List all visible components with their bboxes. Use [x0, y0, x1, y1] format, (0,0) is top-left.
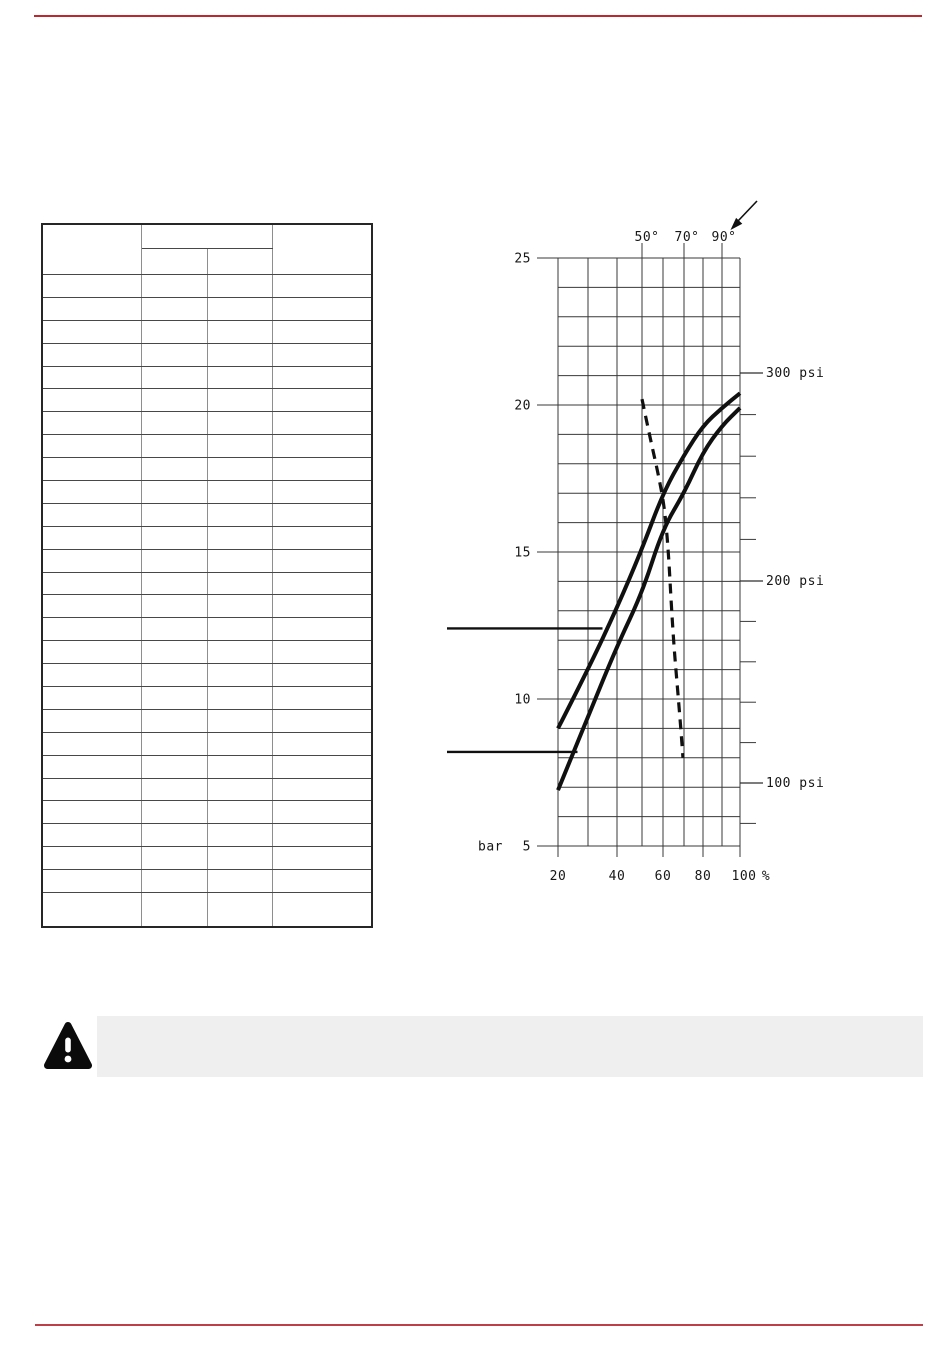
table-row	[42, 343, 372, 366]
header-cell-sub-left	[141, 249, 207, 275]
table-cell	[272, 618, 372, 641]
table-cell	[207, 366, 272, 389]
table-cell	[42, 526, 141, 549]
table-row	[42, 320, 372, 343]
table-cell	[207, 481, 272, 504]
table-cell	[141, 481, 207, 504]
table-row	[42, 595, 372, 618]
table-cell	[42, 618, 141, 641]
table-cell	[42, 343, 141, 366]
bar-tick-label: 10	[514, 692, 531, 708]
table-cell	[141, 732, 207, 755]
psi-tick-label: 200 psi	[766, 574, 825, 589]
table-cell	[42, 801, 141, 824]
table-cell	[272, 481, 372, 504]
table-row	[42, 275, 372, 298]
table-cell	[207, 893, 272, 927]
table-cell	[272, 435, 372, 458]
table-cell	[272, 664, 372, 687]
table-cell	[42, 664, 141, 687]
table-cell	[42, 503, 141, 526]
table-cell	[141, 572, 207, 595]
table-cell	[272, 320, 372, 343]
table-cell	[141, 870, 207, 893]
table-cell	[272, 847, 372, 870]
table-cell	[207, 412, 272, 435]
table-cell	[272, 275, 372, 298]
header-cell-group	[141, 224, 272, 249]
table-cell	[42, 297, 141, 320]
percent-tick-label: 100	[731, 869, 757, 884]
table-row	[42, 297, 372, 320]
table-cell	[141, 801, 207, 824]
percent-tick-label: 40	[608, 869, 626, 884]
table-cell	[141, 664, 207, 687]
table-row	[42, 824, 372, 847]
table-row	[42, 641, 372, 664]
table-cell	[141, 320, 207, 343]
degree-tick-label: 50°	[634, 230, 660, 245]
table-cell	[207, 824, 272, 847]
header-cell-col1	[42, 224, 141, 275]
table-cell	[207, 435, 272, 458]
table-cell	[272, 709, 372, 732]
table-cell	[207, 343, 272, 366]
table-cell	[207, 709, 272, 732]
table-cell	[207, 320, 272, 343]
table-cell	[42, 641, 141, 664]
table-cell	[272, 412, 372, 435]
table-cell	[207, 687, 272, 710]
table-cell	[141, 755, 207, 778]
table-row	[42, 526, 372, 549]
table-cell	[141, 549, 207, 572]
table-cell	[141, 893, 207, 927]
table-cell	[272, 343, 372, 366]
percent-tick-label: 80	[694, 869, 712, 884]
table-cell	[207, 389, 272, 412]
table-cell	[207, 503, 272, 526]
table-cell	[141, 778, 207, 801]
table-cell	[141, 503, 207, 526]
table-cell	[42, 709, 141, 732]
table-cell	[42, 732, 141, 755]
pump-capacity-chart	[430, 190, 860, 890]
table-row	[42, 481, 372, 504]
table-cell	[207, 664, 272, 687]
table-row	[42, 870, 372, 893]
warning-triangle-icon	[44, 1021, 92, 1070]
table-row	[42, 549, 372, 572]
table-cell	[207, 458, 272, 481]
table-cell	[272, 526, 372, 549]
percent-tick-label: 60	[654, 869, 672, 884]
spec-table-body	[42, 275, 372, 928]
table-row	[42, 732, 372, 755]
table-cell	[141, 435, 207, 458]
table-row	[42, 503, 372, 526]
table-cell	[42, 389, 141, 412]
lower-capacity-curve	[558, 408, 740, 790]
table-cell	[207, 275, 272, 298]
table-cell	[42, 870, 141, 893]
table-row	[42, 801, 372, 824]
table-row	[42, 618, 372, 641]
table-row	[42, 709, 372, 732]
degree-tick-label: 70°	[674, 230, 700, 245]
degree-tick-label: 90°	[711, 230, 737, 245]
arrow-head-icon	[731, 218, 743, 230]
header-row-top	[42, 224, 372, 249]
table-cell	[207, 801, 272, 824]
warning-banner	[97, 1016, 923, 1077]
table-cell	[141, 297, 207, 320]
table-cell	[272, 549, 372, 572]
table-cell	[207, 732, 272, 755]
arrow-shaft	[738, 201, 757, 221]
table-cell	[272, 893, 372, 927]
table-cell	[207, 526, 272, 549]
table-cell	[272, 870, 372, 893]
empty-spec-table	[41, 223, 373, 928]
table-cell	[207, 847, 272, 870]
table-cell	[42, 549, 141, 572]
table-cell	[207, 297, 272, 320]
table-cell	[272, 572, 372, 595]
table-cell	[42, 435, 141, 458]
table-cell	[207, 778, 272, 801]
header-cell-col4	[272, 224, 372, 275]
percent-tick-label: 20	[549, 869, 567, 884]
table-cell	[272, 687, 372, 710]
table-cell	[42, 481, 141, 504]
spec-table-header	[42, 224, 372, 275]
header-cell-sub-right	[207, 249, 272, 275]
table-cell	[272, 732, 372, 755]
table-row	[42, 687, 372, 710]
table-row	[42, 389, 372, 412]
warning-exclamation-bar	[65, 1038, 71, 1053]
bar-tick-label: 5	[522, 839, 531, 855]
table-cell	[272, 641, 372, 664]
table-row	[42, 458, 372, 481]
psi-tick-label: 300 psi	[766, 366, 825, 381]
table-cell	[42, 847, 141, 870]
table-cell	[207, 572, 272, 595]
table-cell	[207, 870, 272, 893]
table-row	[42, 572, 372, 595]
table-cell	[272, 503, 372, 526]
table-cell	[42, 275, 141, 298]
table-cell	[207, 549, 272, 572]
table-cell	[42, 366, 141, 389]
table-cell	[141, 412, 207, 435]
table-row	[42, 893, 372, 927]
table-cell	[272, 366, 372, 389]
table-row	[42, 755, 372, 778]
bar-axis-unit-label: bar	[478, 839, 503, 855]
table-cell	[207, 641, 272, 664]
table-cell	[42, 824, 141, 847]
table-cell	[141, 366, 207, 389]
table-cell	[207, 595, 272, 618]
table-cell	[141, 458, 207, 481]
table-cell	[141, 824, 207, 847]
table-cell	[141, 343, 207, 366]
table-cell	[42, 572, 141, 595]
table-cell	[272, 824, 372, 847]
table-cell	[42, 412, 141, 435]
table-cell	[141, 275, 207, 298]
table-cell	[207, 755, 272, 778]
table-cell	[272, 778, 372, 801]
table-cell	[141, 526, 207, 549]
warning-exclamation-dot	[65, 1056, 72, 1063]
table-cell	[141, 595, 207, 618]
table-cell	[141, 641, 207, 664]
psi-tick-label: 100 psi	[766, 776, 825, 791]
table-cell	[42, 778, 141, 801]
bar-tick-label: 20	[514, 398, 531, 414]
table-cell	[272, 458, 372, 481]
table-cell	[141, 847, 207, 870]
table-cell	[42, 595, 141, 618]
bar-tick-label: 25	[514, 251, 531, 267]
top-rule	[34, 15, 922, 17]
table-row	[42, 664, 372, 687]
table-cell	[272, 595, 372, 618]
table-row	[42, 435, 372, 458]
table-cell	[141, 389, 207, 412]
bottom-rule	[35, 1324, 923, 1326]
table-row	[42, 366, 372, 389]
table-row	[42, 847, 372, 870]
table-cell	[141, 709, 207, 732]
table-cell	[42, 687, 141, 710]
table-cell	[42, 755, 141, 778]
table-cell	[272, 297, 372, 320]
upper-capacity-curve	[558, 393, 740, 728]
table-cell	[42, 458, 141, 481]
table-cell	[272, 755, 372, 778]
table-cell	[207, 618, 272, 641]
table-row	[42, 412, 372, 435]
table-cell	[141, 687, 207, 710]
table-cell	[272, 389, 372, 412]
table-cell	[42, 320, 141, 343]
bar-tick-label: 15	[514, 545, 531, 561]
table-row	[42, 778, 372, 801]
table-cell	[42, 893, 141, 927]
table-cell	[272, 801, 372, 824]
percent-axis-unit-label: %	[761, 869, 771, 884]
table-cell	[141, 618, 207, 641]
